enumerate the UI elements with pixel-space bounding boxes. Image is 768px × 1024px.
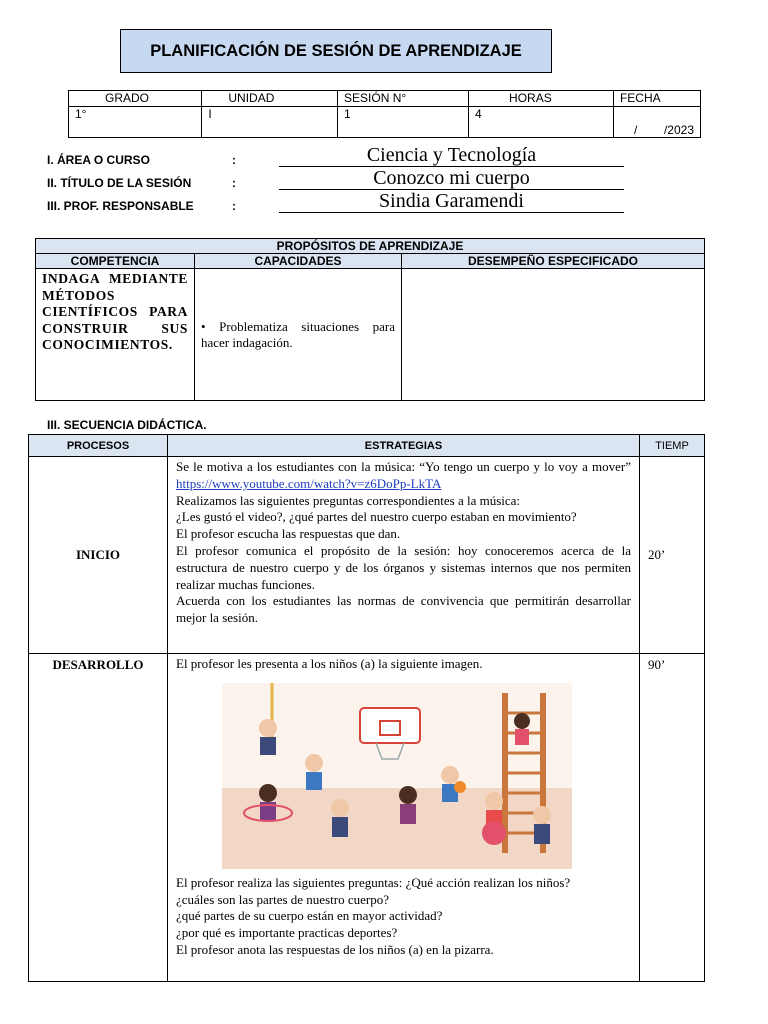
competencia-cell: INDAGA MEDIANTE MÉTODOS CIENTÍFICOS PARA CONSTRUIR SUS CONOCIMIENTOS. xyxy=(36,269,195,401)
unidad-header: UNIDAD xyxy=(202,91,338,107)
field-title xyxy=(47,168,647,192)
desarrollo-line: ¿qué partes de su cuerpo están en mayor actividad? xyxy=(176,908,443,924)
grado-value: 1° xyxy=(69,107,202,138)
grado-header: GRADO xyxy=(69,91,202,107)
desarrollo-line: El profesor realiza las siguientes preguntas: ¿Qué acción realizan los niños? xyxy=(176,874,571,890)
inicio-line: Realizamos las siguientes preguntas correspondientes a la música: xyxy=(176,492,521,508)
desarrollo-line: ¿por qué es importante practicas deportes? xyxy=(176,925,398,941)
desarrollo-process: DESARROLLO xyxy=(29,654,168,982)
inicio-line: El profesor comunica el propósito de la sesión: hoy conoceremos acerca de la estructura de nuestro cuerpo y de los órganos y sistemas internos que nos permiten realizar muchas funciones. xyxy=(176,542,631,592)
desarrollo-intro: El profesor les presenta a los niños (a) la siguiente imagen. xyxy=(176,656,483,671)
purposes-title: PROPÓSITOS DE APRENDIZAJE xyxy=(36,239,705,254)
sequence-table xyxy=(28,434,705,982)
competencia-header: COMPETENCIA xyxy=(36,254,195,269)
field-title-colon: : xyxy=(232,176,236,190)
field-title-value: Conozco mi cuerpo xyxy=(279,167,624,190)
document-title: PLANIFICACIÓN DE SESIÓN DE APRENDIZAJE xyxy=(120,29,552,73)
fecha-header: FECHA xyxy=(613,91,700,107)
sesion-value: 1 xyxy=(338,107,469,138)
sesion-header: SESIÓN N° xyxy=(338,91,469,107)
field-teacher xyxy=(47,191,647,215)
procesos-header: PROCESOS xyxy=(29,435,168,457)
fecha-value: / /2023 xyxy=(613,107,700,138)
desempeno-header: DESEMPEÑO ESPECIFICADO xyxy=(402,254,705,269)
session-info-table xyxy=(68,90,701,138)
inicio-time: 20’ xyxy=(640,457,705,654)
capacidades-header: CAPACIDADES xyxy=(195,254,402,269)
inicio-line: Acuerda con los estudiantes las normas de convivencia que permitirán desarrollar mejor la sesión. xyxy=(176,593,631,626)
sequence-title: III. SECUENCIA DIDÁCTICA. xyxy=(47,418,207,432)
tiempo-header: TIEMP xyxy=(640,435,705,457)
field-teacher-value: Sindia Garamendi xyxy=(279,190,624,213)
field-area xyxy=(47,145,647,169)
inicio-intro-text: Se le motiva a los estudiantes con la música: “Yo tengo un cuerpo y lo voy a mover” xyxy=(176,459,631,474)
inicio-line: ¿Les gustó el video?, ¿qué partes del nuestro cuerpo estaban en movimiento? xyxy=(176,509,577,525)
youtube-link[interactable]: https://www.youtube.com/watch?v=z6DoPp-LkTA xyxy=(176,475,442,491)
field-teacher-label: III. PROF. RESPONSABLE xyxy=(47,199,194,213)
unidad-value: I xyxy=(202,107,338,138)
field-title-label: II. TÍTULO DE LA SESIÓN xyxy=(47,176,192,190)
purposes-table xyxy=(35,238,705,401)
inicio-process: INICIO xyxy=(29,457,168,654)
desarrollo-line: ¿cuáles son las partes de nuestro cuerpo? xyxy=(176,891,389,907)
horas-header: HORAS xyxy=(469,91,614,107)
field-area-colon: : xyxy=(232,153,236,167)
desarrollo-strategies xyxy=(168,654,640,982)
inicio-line: El profesor escucha las respuestas que dan. xyxy=(176,526,401,542)
desarrollo-time: 90’ xyxy=(640,654,705,982)
estrategias-header: ESTRATEGIAS xyxy=(168,435,640,457)
field-teacher-colon: : xyxy=(232,199,236,213)
field-area-label: I. ÁREA O CURSO xyxy=(47,153,150,167)
capacidad-cell: • Problematiza situaciones para hacer indagación. xyxy=(195,269,402,401)
desempeno-cell xyxy=(402,269,705,401)
inicio-intro xyxy=(176,459,631,493)
kids-exercising-illustration xyxy=(222,683,572,869)
desarrollo-line: El profesor anota las respuestas de los niños (a) en la pizarra. xyxy=(176,941,494,957)
inicio-strategies xyxy=(168,457,640,654)
horas-value: 4 xyxy=(469,107,614,138)
field-area-value: Ciencia y Tecnología xyxy=(279,144,624,167)
